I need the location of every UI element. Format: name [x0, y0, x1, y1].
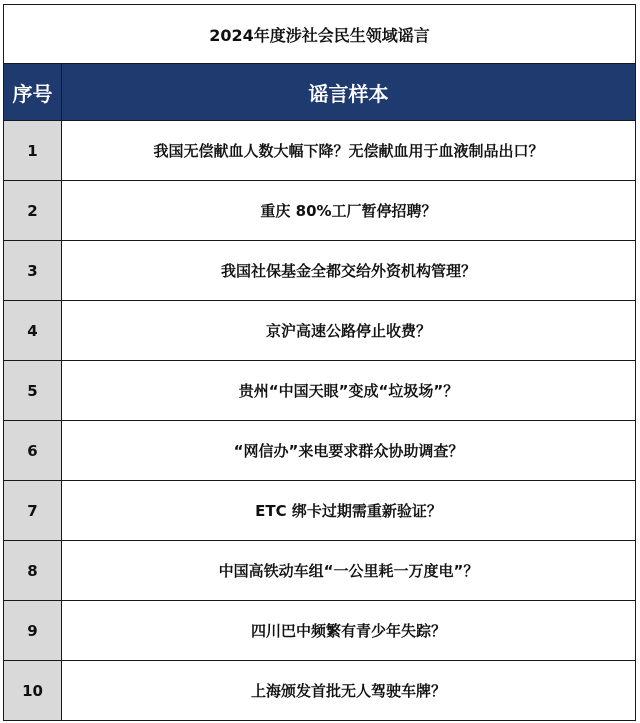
- table-row: [4, 301, 636, 361]
- title-row: [4, 5, 636, 64]
- row-number: 2: [4, 181, 62, 241]
- header-number: 序号: [4, 64, 62, 121]
- row-number: 6: [4, 421, 62, 481]
- table-title: 2024年度涉社会民生领域谣言: [4, 5, 636, 64]
- row-number: 8: [4, 541, 62, 601]
- row-number: 10: [4, 661, 62, 721]
- table-row: [4, 361, 636, 421]
- table-row: [4, 241, 636, 301]
- row-number: 1: [4, 121, 62, 181]
- rumor-table: [3, 4, 636, 721]
- row-number: 9: [4, 601, 62, 661]
- table-row: [4, 181, 636, 241]
- rumor-text: 京沪高速公路停止收费？: [62, 301, 636, 361]
- rumor-text: ETC 绑卡过期需重新验证？: [62, 481, 636, 541]
- table-row: [4, 481, 636, 541]
- rumor-text: 我国社保基金全都交给外资机构管理？: [62, 241, 636, 301]
- rumor-text: “网信办”来电要求群众协助调查？: [62, 421, 636, 481]
- rumor-text: 重庆 80%工厂暂停招聘？: [62, 181, 636, 241]
- row-number: 3: [4, 241, 62, 301]
- row-number: 7: [4, 481, 62, 541]
- rumor-text: 四川巴中频繁有青少年失踪？: [62, 601, 636, 661]
- table-row: [4, 601, 636, 661]
- header-sample: 谣言样本: [62, 64, 636, 121]
- table-row: [4, 541, 636, 601]
- table-row: [4, 661, 636, 721]
- row-number: 4: [4, 301, 62, 361]
- rumor-text: 上海颁发首批无人驾驶车牌？: [62, 661, 636, 721]
- rumor-text: 我国无偿献血人数大幅下降？无偿献血用于血液制品出口？: [62, 121, 636, 181]
- rumor-text: 贵州“中国天眼”变成“垃圾场”？: [62, 361, 636, 421]
- table-row: [4, 121, 636, 181]
- table-row: [4, 421, 636, 481]
- rumor-text: 中国高铁动车组“一公里耗一万度电”？: [62, 541, 636, 601]
- header-row: [4, 64, 636, 121]
- row-number: 5: [4, 361, 62, 421]
